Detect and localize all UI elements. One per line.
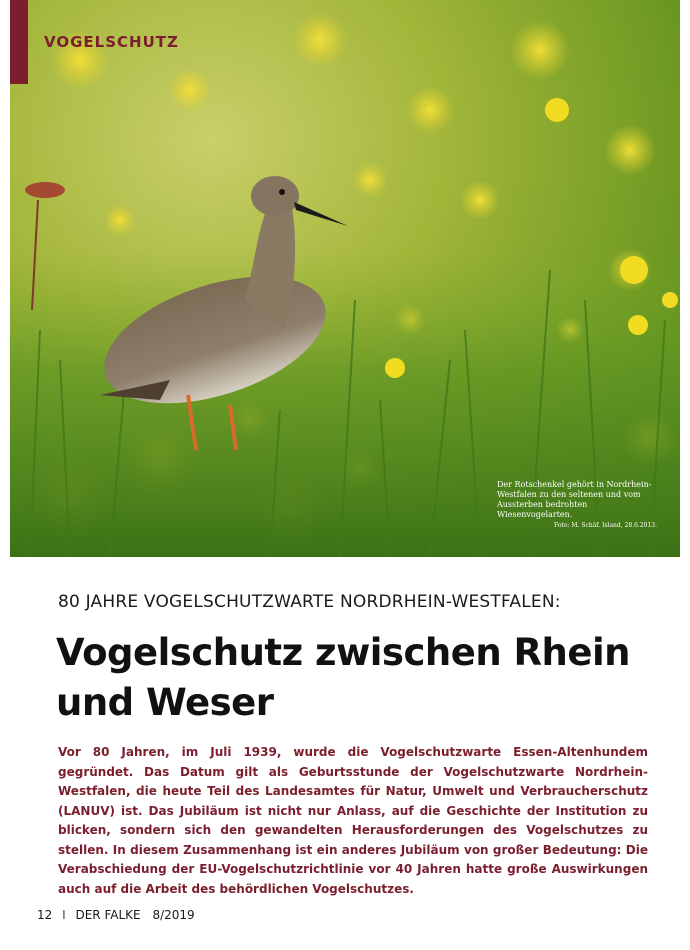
- article-kicker: 80 JAHRE VOGELSCHUTZWARTE NORDRHEIN-WESTFALEN:: [58, 592, 561, 612]
- redshank-meadow-illustration: [10, 0, 680, 557]
- photo-caption: [497, 480, 657, 531]
- photo-caption-text: Der Rotschenkel gehört in Nordrhein-Westfalen zu den seltenen und vom Aussterben bedrohten Wiesenvogelarten.: [497, 480, 652, 519]
- page-number: 12: [37, 908, 53, 922]
- magazine-name: DER FALKE: [75, 908, 141, 922]
- issue-number: 8/2019: [152, 908, 195, 922]
- photo-credit: Foto: M. Schäf. Island, 28.6.2013.: [554, 522, 657, 529]
- article-headline: Vogelschutz zwischen Rhein und Weser: [56, 631, 630, 724]
- footer-separator: I: [62, 908, 66, 922]
- section-label: VOGELSCHUTZ: [44, 33, 179, 51]
- section-accent-bar: [10, 0, 28, 84]
- page-footer: [37, 908, 195, 922]
- article-lead: Vor 80 Jahren, im Juli 1939, wurde die Vogelschutzwarte Essen-Altenhundem gegründet. Das Datum gilt als Geburtsstunde der Vogelschutzwarte Nordrhein-Westfalen, die heute Teil des Landesamtes für Natur, Umwelt und Verbraucherschutz (LANUV) ist. Das Jubiläum ist nicht nur Anlass, auf die Geschichte der Institution zu blicken, sondern sich den gewandelten Herausforderungen des Vogelschutzes zu stellen. In diesem Zusammenhang ist ein anderes Jubiläum von großer Bedeutung: Die Verabschiedung der EU-Vogelschutzrichtlinie vor 40 Jahren hatte große Auswirkungen auch auf die Arbeit des behördlichen Vogelschutzes.: [58, 745, 648, 896]
- hero-photo: [10, 0, 680, 557]
